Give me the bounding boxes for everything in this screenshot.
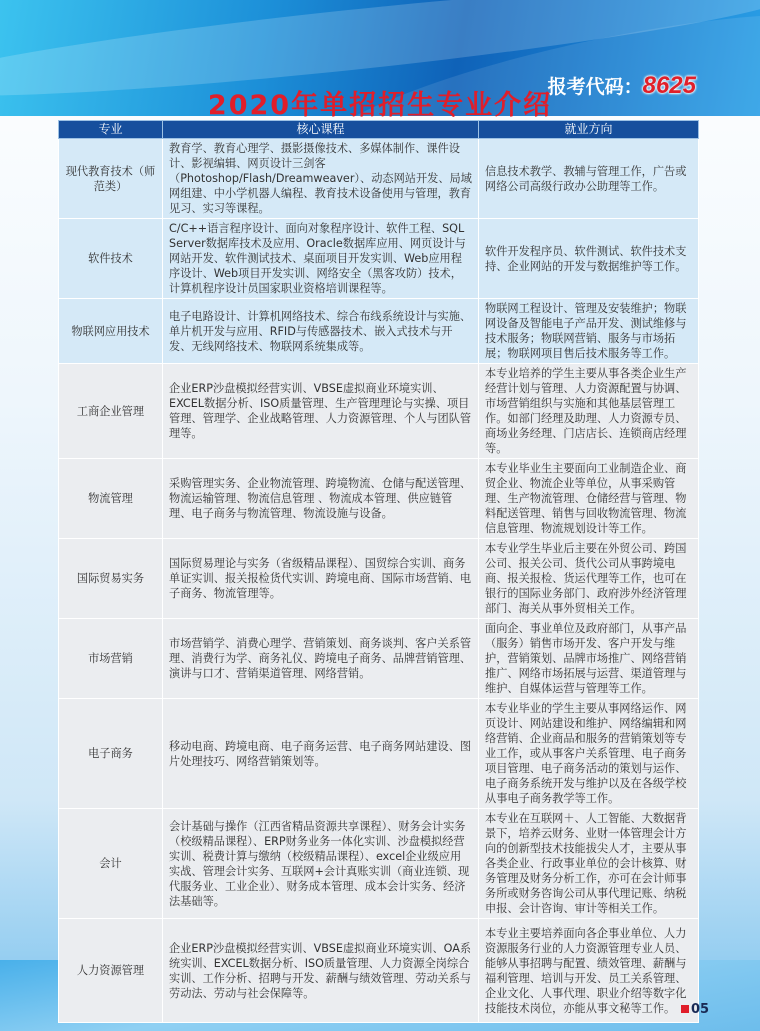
careers-cell: 软件开发程序员、软件测试、软件技术支持、企业网站的开发与数据维护等工作。 xyxy=(479,219,699,299)
table-row xyxy=(59,619,699,699)
careers-cell: 物联网工程设计、管理及安装维护；物联网设备及智能电子产品开发、测试维修与技术服务；物联网营销、服务与市场拓展；物联网项目售后技术服务等工作。 xyxy=(479,299,699,364)
exam-code-label: 报考代码： xyxy=(547,76,643,98)
major-cell: 人力资源管理 xyxy=(59,919,163,1023)
major-cell: 国际贸易实务 xyxy=(59,539,163,619)
red-square-icon xyxy=(681,1005,689,1013)
table-row xyxy=(59,219,699,299)
careers-cell: 本专业主要培养面向各企事业单位、人力资源服务行业的人力资源管理专业人员、能够从事招聘与配置、绩效管理、薪酬与福利管理、培训与开发、员工关系管理、企业文化、人事代理、职业介绍等数字化技能技术岗位，亦能从事文秘等工作。 xyxy=(479,919,699,1023)
table-row xyxy=(59,459,699,539)
column-header-careers: 就业方向 xyxy=(479,121,699,139)
careers-cell: 本专业毕业的学生主要从事网络运作、网页设计、网站建设和维护、网络编辑和网络营销、企业商品和服务的营销策划等专业工作，或从事客户关系管理、电子商务项目管理、电子商务活动的策划与运作、电子商务系统开发与维护以及在各级学校从事电子商务教学等工作。 xyxy=(479,699,699,809)
major-cell: 物流管理 xyxy=(59,459,163,539)
courses-cell: 采购管理实务、企业物流管理、跨境物流、仓储与配送管理、物流运输管理、物流信息管理 、物流成本管理、供应链管理、电子商务与物流管理、物流设施与设备。 xyxy=(163,459,479,539)
page-number-text: 05 xyxy=(691,1002,710,1017)
careers-cell: 本专业培养的学生主要从事各类企业生产经营计划与管理、人力资源配置与协调、市场营销组织与实施和其他基层管理工作。如部门经理及助理、人力资源专员、商场业务经理、门店店长、连锁商店经理等。 xyxy=(479,364,699,459)
column-header-major: 专业 xyxy=(59,121,163,139)
courses-cell: C/C++语言程序设计、面向对象程序设计、软件工程、SQL Server数据库技术及应用、Oracle数据库应用、网页设计与网站开发、软件测试技术、桌面项目开发实训、Web应用程序设计、Web项目开发实训、网络安全（黑客攻防）技术，计算机程序设计员国家职业资格培训课程等。 xyxy=(163,219,479,299)
major-cell: 软件技术 xyxy=(59,219,163,299)
courses-cell: 教育学、教育心理学、摄影摄像技术、多媒体制作、课件设计、影视编辑、网页设计三剑客（Photoshop/Flash/Dreamweaver）、动态网站开发、局域网组建、中小学机器人编程、教育技术设备使用与管理，教育见习、实习等课程。 xyxy=(163,139,479,219)
page-title: 2020年单招招生专业介绍 xyxy=(207,90,553,121)
careers-cell: 本专业毕业生主要面向工业制造企业、商贸企业、物流企业等单位，从事采购管理、生产物流管理、仓储经营与管理、物料配送管理、销售与回收物流管理、物流信息管理、物流规划设计等工作。 xyxy=(479,459,699,539)
courses-cell: 会计基础与操作（江西省精品资源共享课程）、财务会计实务（校级精品课程）、ERP财务业务一体化实训、沙盘模拟经营实训、税费计算与缴纳（校级精品课程）、excel企业级应用实战、管理会计实务、互联网+会计真账实训（商业连锁、现代服务业、工业企业）、财务成本管理、成本会计实务、经济法基础等。 xyxy=(163,809,479,919)
major-cell: 市场营销 xyxy=(59,619,163,699)
courses-cell: 电子电路设计、计算机网络技术、综合布线系统设计与实施、单片机开发与应用、RFID与传感器技术、嵌入式技术与开发、无线网络技术、物联网系统集成等。 xyxy=(163,299,479,364)
table-row xyxy=(59,139,699,219)
table-row xyxy=(59,299,699,364)
table-row xyxy=(59,539,699,619)
table-row xyxy=(59,919,699,1023)
courses-cell: 企业ERP沙盘模拟经营实训、VBSE虚拟商业环境实训、EXCEL数据分析、ISO质量管理、生产管理理论与实操、项目管理、管理学、企业战略管理、人力资源管理、个人与团队管理等。 xyxy=(163,364,479,459)
courses-cell: 市场营销学、消费心理学、营销策划、商务谈判、客户关系管理、消费行为学、商务礼仪、跨境电子商务、品牌营销管理、演讲与口才、营销渠道管理、网络营销。 xyxy=(163,619,479,699)
table-row xyxy=(59,364,699,459)
major-cell: 物联网应用技术 xyxy=(59,299,163,364)
table-header xyxy=(59,121,699,139)
careers-cell: 面向企、事业单位及政府部门，从事产品（服务）销售市场开发、客户开发与维护，营销策划、品牌市场推广、网络营销推广、网络市场拓展与运营、渠道管理与维护、自媒体运营与管理等工作。 xyxy=(479,619,699,699)
careers-cell: 本专业在互联网＋、人工智能、大数据背景下，培养云财务、业财一体管理会计方向的创新型技术技能拔尖人才，主要从事各类企业、行政事业单位的会计核算、财务管理及财务分析工作，亦可在会计师事务所或财务咨询公司从事代理记账、纳税申报、会计咨询、审计等相关工作。 xyxy=(479,809,699,919)
table-row xyxy=(59,809,699,919)
major-cell: 会计 xyxy=(59,809,163,919)
exam-code-value: 8625 xyxy=(642,72,696,99)
major-cell: 现代教育技术（师范类） xyxy=(59,139,163,219)
major-cell: 电子商务 xyxy=(59,699,163,809)
table-row xyxy=(59,699,699,809)
page-number xyxy=(681,1002,709,1017)
majors-table xyxy=(58,120,699,1023)
major-cell: 工商企业管理 xyxy=(59,364,163,459)
careers-cell: 信息技术教学、教辅与管理工作，广告或网络公司高级行政办公助理等工作。 xyxy=(479,139,699,219)
careers-cell: 本专业学生毕业后主要在外贸公司、跨国公司、报关公司、货代公司从事跨境电商、报关报检、货运代理等工作，也可在银行的国际业务部门、政府涉外经济管理部门、海关从事外贸相关工作。 xyxy=(479,539,699,619)
courses-cell: 移动电商、跨境电商、电子商务运营、电子商务网站建设、图片处理技巧、网络营销策划等。 xyxy=(163,699,479,809)
column-header-courses: 核心课程 xyxy=(163,121,479,139)
courses-cell: 企业ERP沙盘模拟经营实训、VBSE虚拟商业环境实训、OA系统实训、EXCEL数据分析、ISO质量管理、人力资源全岗综合实训、工作分析、招聘与开发、薪酬与绩效管理、劳动关系与劳动法、劳动与社会保障等。 xyxy=(163,919,479,1023)
courses-cell: 国际贸易理论与实务（省级精品课程）、国贸综合实训、商务单证实训、报关报检货代实训、跨境电商、国际市场营销、电子商务、物流管理等。 xyxy=(163,539,479,619)
